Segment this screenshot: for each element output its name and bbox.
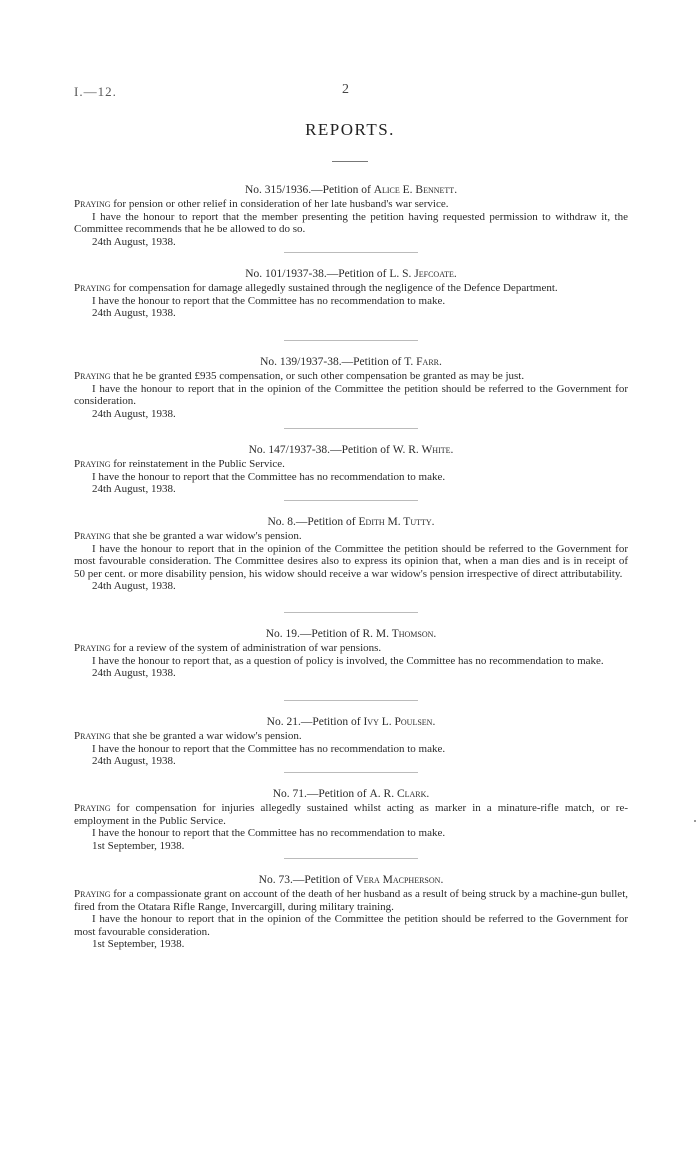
section-divider [284,500,418,501]
petitioner-name: W. R. White. [392,444,454,456]
title-rule [332,161,368,162]
report-date: 1st September, 1938. [92,839,185,852]
prayer-text: that he be granted £935 compensation, or such other compensation be granted as may be just. [110,370,525,382]
petition-list [74,183,628,973]
petition-heading [74,355,628,369]
petitioner-name: L. S. Jefcoate. [389,268,457,280]
report-date: 24th August, 1938. [92,307,176,320]
committee-report: I have the honour to report that the Committee has no recommendation to make. [92,827,446,840]
petition-block [74,443,628,515]
petition-block [74,267,628,355]
petition-block [74,627,628,715]
petition-of-label: —Petition of [306,788,370,800]
petition-prayer [74,802,628,827]
petition-prayer [74,458,628,471]
petitioner-name: T. Farr. [404,356,442,368]
report-date: 24th August, 1938. [92,755,176,768]
petition-block [74,183,628,267]
petition-prayer [74,642,628,655]
petitioner-name: Ivy L. Poulsen. [363,716,436,728]
committee-report: I have the honour to report that in the opinion of the Committee the petition should be referred to the Government for most favourable consideration. The Committee desires also to express its opinion that, when a man dies and is in receipt of 50 per cent. or more disability pension, his widow should receive a war widow's pension irrespective of direct attributability. [74,542,628,580]
petition-prayer [74,198,628,211]
section-divider [284,252,418,253]
scan-mark [694,820,696,822]
committee-report: I have the honour to report that the member presenting the petition having requested permission to withdraw it, the Committee recommends that he be allowed to do so. [74,210,628,236]
petition-prayer [74,282,628,295]
praying-label: Praying [74,642,111,654]
prayer-text: that she be granted a war widow's pension. [110,530,302,542]
petition-number: No. 73. [258,874,293,886]
committee-report: I have the honour to report that in the opinion of the Committee the petition should be referred to the Government for consideration. [74,382,628,408]
prayer-text: for compensation for damage allegedly sustained through the negligence of the Defence Department. [110,282,558,294]
prayer-text: for pension or other relief in consideration of her late husband's war service. [110,198,449,210]
petition-of-label: —Petition of [300,716,364,728]
report-date: 24th August, 1938. [92,667,176,680]
petition-of-label: —Petition of [330,444,393,456]
petitioner-name: Vera Macpherson. [355,874,444,886]
report-date: 24th August, 1938. [92,483,176,496]
petitioner-name: R. M. Thomson. [362,628,437,640]
praying-label: Praying [74,888,111,900]
petition-heading [74,715,628,729]
section-divider [284,612,418,613]
petition-number: No. 8. [267,516,296,528]
petition-of-label: —Petition of [295,516,359,528]
petition-heading [74,873,628,887]
praying-label: Praying [74,198,111,210]
petitioner-name: A. R. Clark. [369,788,430,800]
petition-heading [74,627,628,641]
petition-prayer [74,530,628,543]
petition-prayer [74,888,628,913]
committee-report: I have the honour to report that the Committee has no recommendation to make. [92,294,446,307]
petition-block [74,787,628,873]
section-divider [284,772,418,773]
petition-heading [74,515,628,529]
committee-report: I have the honour to report that the Committee has no recommendation to make. [92,742,446,755]
section-divider [284,340,418,341]
petition-block [74,873,628,973]
petition-block [74,355,628,443]
praying-label: Praying [74,370,111,382]
prayer-text: for reinstatement in the Public Service. [110,458,285,470]
petition-number: No. 21. [266,716,301,728]
praying-label: Praying [74,282,111,294]
prayer-text: that she be granted a war widow's pension. [110,730,302,742]
petition-number: No. 19. [265,628,300,640]
petition-heading [74,443,628,457]
section-divider [284,700,418,701]
petition-of-label: —Petition of [326,268,390,280]
page-number: 2 [342,82,349,97]
report-date: 24th August, 1938. [92,235,176,248]
committee-report: I have the honour to report that the Committee has no recommendation to make. [92,470,446,483]
petition-number: No. 101/1937-38. [245,268,327,280]
petition-number: No. 71. [272,788,307,800]
committee-report: I have the honour to report that, as a question of policy is involved, the Committee has no recommendation to make. [92,654,604,667]
petition-number: No. 139/1937-38. [260,356,342,368]
page-title: REPORTS. [305,120,395,139]
petition-heading [74,267,628,281]
page-reference: I.—12. [74,84,117,99]
petition-number: No. 147/1937-38. [248,444,331,456]
petitioner-name: Edith M. Tutty. [358,516,435,528]
praying-label: Praying [74,730,111,742]
prayer-text: for a compassionate grant on account of the death of her husband as a result of being struck by a machine-gun bullet, fired from the Otatara Rifle Range, Invercargill, during military training. [74,888,628,913]
petition-prayer [74,730,628,743]
petition-of-label: —Petition of [292,874,356,886]
section-divider [284,428,418,429]
petition-of-label: —Petition of [299,628,363,640]
praying-label: Praying [74,530,111,542]
prayer-text: for a review of the system of administration of war pensions. [110,642,382,654]
petition-of-label: —Petition of [311,184,374,196]
section-divider [284,858,418,859]
petition-block [74,715,628,787]
petitioner-name: Alice E. Bennett. [373,184,458,196]
prayer-text: for compensation for injuries allegedly sustained whilst acting as marker in a minature-rifle match, or re-employment in the Public Service. [74,802,628,827]
petition-heading [74,787,628,801]
petition-heading [74,183,628,197]
praying-label: Praying [74,458,111,470]
petition-prayer [74,370,628,383]
praying-label: Praying [74,802,111,814]
committee-report: I have the honour to report that in the opinion of the Committee the petition should be referred to the Government for most favourable consideration. [74,913,628,938]
report-date: 24th August, 1938. [92,580,176,593]
petition-block [74,515,628,627]
petition-number: No. 315/1936. [244,184,312,196]
report-date: 24th August, 1938. [92,407,176,420]
petition-of-label: —Petition of [341,356,405,368]
report-date: 1st September, 1938. [92,938,185,951]
